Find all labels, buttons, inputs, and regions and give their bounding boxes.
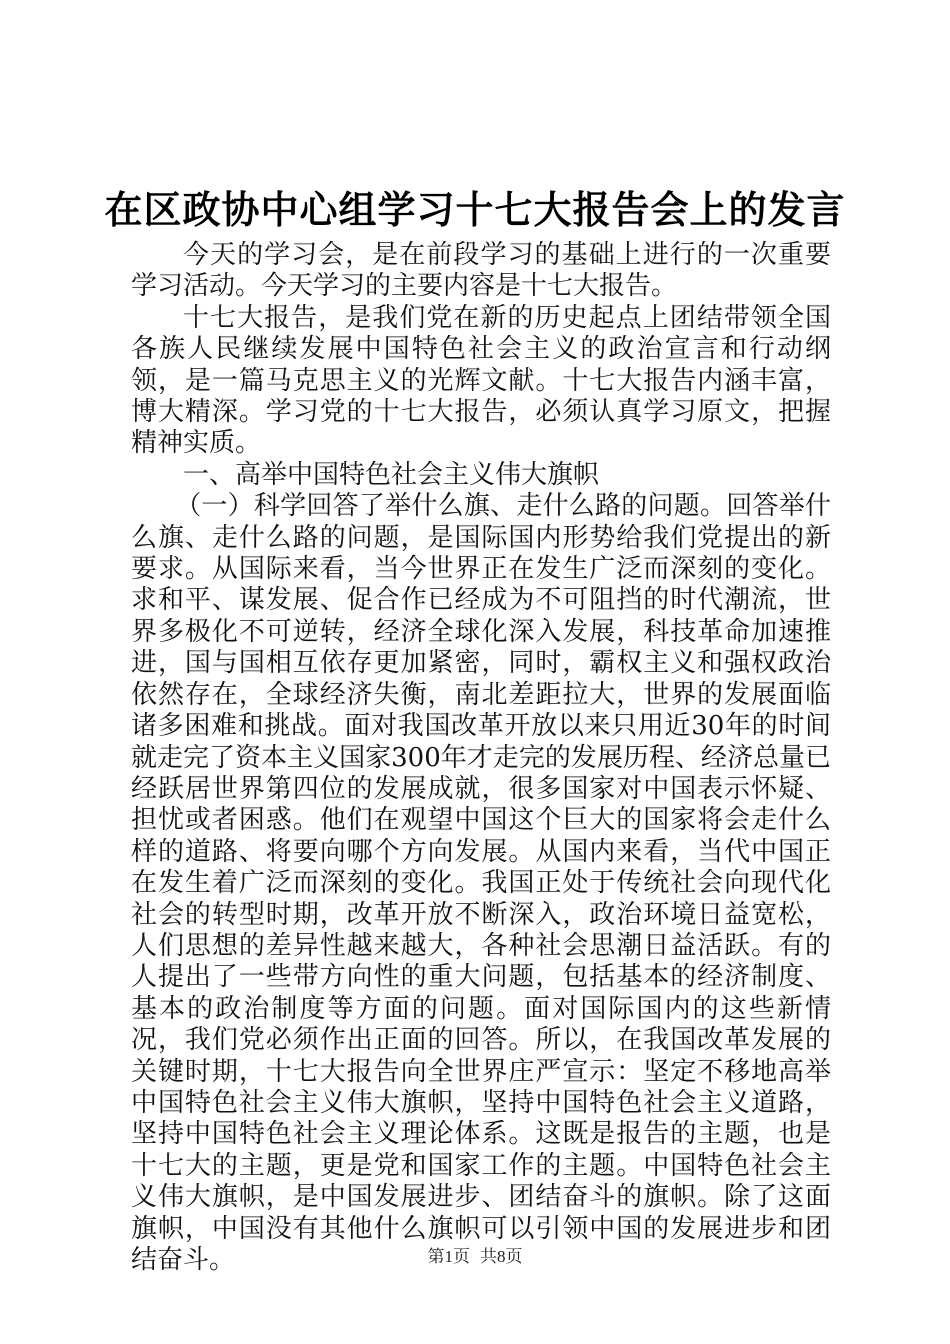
document-body <box>131 240 831 1276</box>
section-heading: 一、高举中国特色社会主义伟大旗帜 <box>183 459 600 490</box>
paragraph-intro: 今天的学习会，是在前段学习的基础上进行的一次重要学习活动。今天学习的主要内容是十七大报告。 <box>131 240 831 302</box>
paragraph-report-overview: 十七大报告，是我们党在新的历史起点上团结带领全国各族人民继续发展中国特色社会主义的政治宣言和行动纲领，是一篇马克思主义的光辉文献。十七大报告内涵丰富，博大精深。学习党的十七大报告，必须认真学习原文，把握精神实质。 <box>131 302 831 459</box>
document-title: 在区政协中心组学习十七大报告会上的发言 <box>104 187 846 232</box>
page-total: 共8页 <box>480 1247 523 1266</box>
page-number: 第1页 <box>427 1247 470 1266</box>
page-footer <box>0 1246 950 1268</box>
paragraph-subsection-1: （一）科学回答了举什么旗、走什么路的问题。回答举什么旗、走什么路的问题，是国际国内形势给我们党提出的新要求。从国际来看，当今世界正在发生广泛而深刻的变化。求和平、谋发展、促合作已经成为不可阻挡的时代潮流，世界多极化不可逆转，经济全球化深入发展，科技革命加速推进，国与国相互依存更加紧密，同时，霸权主义和强权政治依然存在，全球经济失衡，南北差距拉大，世界的发展面临诸多困难和挑战。面对我国改革开放以来只用近30年的时间就走完了资本主义国家300年才走完的发展历程、经济总量已经跃居世界第四位的发展成就，很多国家对中国表示怀疑、担忧或者困惑。他们在观望中国这个巨大的国家将会走什么样的道路、将要向哪个方向发展。从国内来看，当代中国正在发生着广泛而深刻的变化。我国正处于传统社会向现代化社会的转型时期，改革开放不断深入，政治环境日益宽松，人们思想的差异性越来越大，各种社会思潮日益活跃。有的人提出了一些带方向性的重大问题，包括基本的经济制度、基本的政治制度等方面的问题。面对国际国内的这些新情况，我们党必须作出正面的回答。所以，在我国改革发展的关键时期，十七大报告向全世界庄严宣示：坚定不移地高举中国特色社会主义伟大旗帜，坚持中国特色社会主义道路，坚持中国特色社会主义理论体系。这既是报告的主题，也是十七大的主题，更是党和国家工作的主题。中国特色社会主义伟大旗帜，是中国发展进步、团结奋斗的旗帜。除了这面旗帜，中国没有其他什么旗帜可以引领中国的发展进步和团结奋斗。 <box>131 491 831 1275</box>
